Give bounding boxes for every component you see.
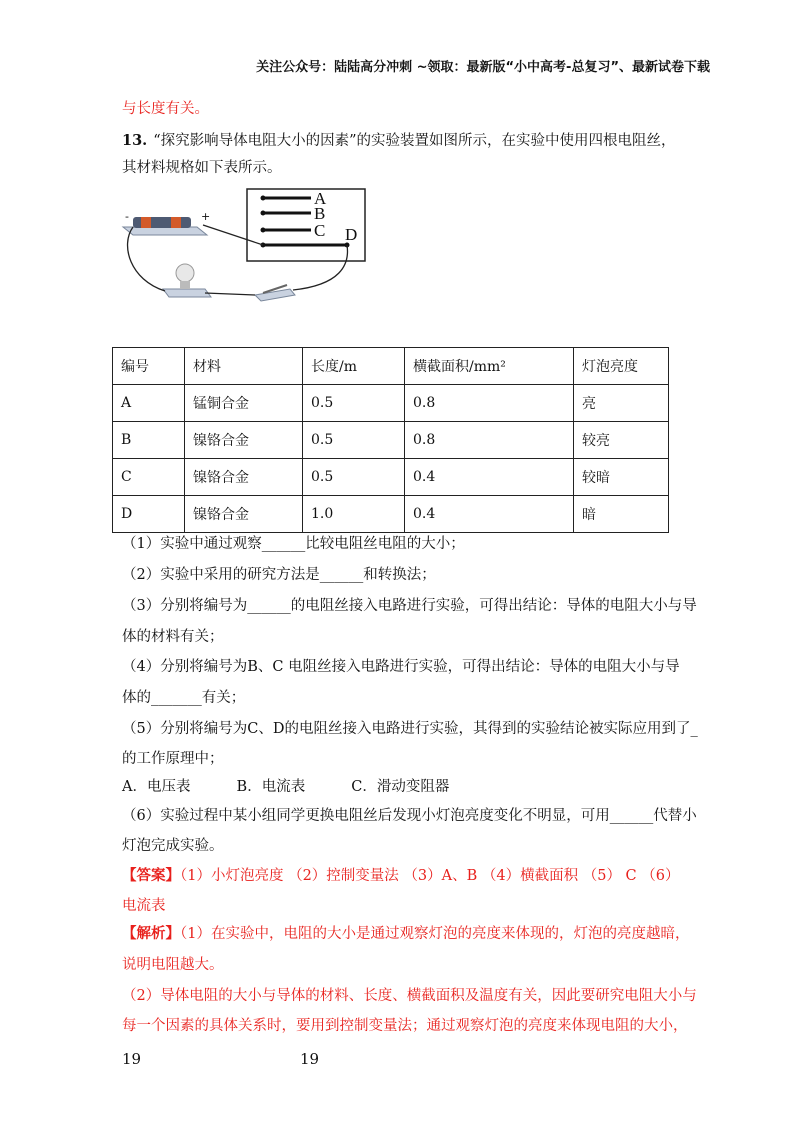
wire-label-c: C	[314, 221, 326, 240]
question-stem-line2: 其材料规格如下表所示。	[122, 160, 282, 176]
answer-line2: 电流表	[122, 898, 166, 914]
question-stem-text: “探究影响导体电阻大小的因素”的实验装置如图所示，在实验中使用四根电阻丝，	[153, 133, 676, 149]
wire-label-d: D	[345, 225, 358, 244]
table-cell: 1.0	[303, 496, 405, 533]
part-4-line1: （4）分别将编号为B、C 电阻丝接入电路进行实验，可得出结论：导体的电阻大小与导	[122, 659, 680, 675]
switch-base	[255, 289, 295, 301]
table-cell: 较亮	[574, 422, 669, 459]
table-cell: D	[113, 496, 185, 533]
table-cell: 镍铬合金	[185, 459, 303, 496]
table-header: 材料	[185, 348, 303, 385]
bulb-icon	[176, 264, 194, 282]
analysis-text: （1）在实验中，电阻的大小是通过观察灯泡的亮度来体现的，灯泡的亮度越暗，	[180, 926, 690, 942]
table-cell: 0.4	[405, 459, 574, 496]
page-header: 关注公众号：陆陆高分冲刺 ~领取：最新版“小中高考-总复习”、最新试卷下载	[256, 60, 710, 75]
table-cell: 0.8	[405, 385, 574, 422]
table-row	[113, 422, 669, 459]
table-cell: 镍铬合金	[185, 422, 303, 459]
table-cell: 0.5	[303, 385, 405, 422]
analysis-line2: 说明电阻越大。	[122, 957, 224, 973]
table-cell: 0.4	[405, 496, 574, 533]
wire-spec-table	[112, 347, 669, 533]
part-5-line1: （5）分别将编号为C、D的电阻丝接入电路进行实验，其得到的实验结论被实际应用到了_	[122, 721, 698, 737]
previous-answer-tail: 与长度有关。	[122, 101, 209, 117]
answer-text: （1）小灯泡亮度 （2）控制变量法 （3）A、B （4）横截面积 （5） C （6）	[180, 868, 680, 884]
table-cell: 亮	[574, 385, 669, 422]
analysis-line3: （2）导体电阻的大小与导体的材料、长度、横截面积及温度有关，因此要研究电阻大小与	[122, 988, 697, 1004]
table-row	[113, 496, 669, 533]
footer-page-number-center: 19	[300, 1050, 320, 1068]
table-cell: C	[113, 459, 185, 496]
wire-label-b: B	[314, 204, 326, 223]
table-header: 长度/m	[303, 348, 405, 385]
circuit-diagram	[115, 185, 375, 315]
table-header: 编号	[113, 348, 185, 385]
table-cell: 暗	[574, 496, 669, 533]
part-4-line2: 体的_______有关；	[122, 690, 246, 706]
table-header: 灯泡亮度	[574, 348, 669, 385]
analysis-tag: 【解析】	[122, 925, 180, 942]
part-6-line2: 灯泡完成实验。	[122, 838, 224, 854]
part-1: （1）实验中通过观察______比较电阻丝电阻的大小；	[122, 536, 465, 552]
table-cell: 0.5	[303, 422, 405, 459]
footer-page-number-left: 19	[122, 1050, 142, 1068]
analysis-line1	[122, 924, 689, 944]
table-cell: 0.5	[303, 459, 405, 496]
table-cell: 镍铬合金	[185, 496, 303, 533]
table-row	[113, 459, 669, 496]
table-row	[113, 385, 669, 422]
wire-label-a: A	[314, 189, 327, 208]
question-stem-line1	[122, 131, 676, 151]
table-cell: 0.8	[405, 422, 574, 459]
answer-line1	[122, 866, 679, 886]
battery-base	[123, 227, 207, 235]
battery-minus-label: -	[125, 210, 129, 223]
table-cell: 锰铜合金	[185, 385, 303, 422]
table-header: 横截面积/mm²	[405, 348, 574, 385]
part-2: （2）实验中采用的研究方法是______和转换法；	[122, 567, 436, 583]
bulb-base	[163, 289, 211, 297]
table-header-row	[113, 348, 669, 385]
part-6-line1: （6）实验过程中某小组同学更换电阻丝后发现小灯泡亮度变化不明显，可用______代替小	[122, 808, 697, 824]
analysis-line4: 每一个因素的具体关系时，要用到控制变量法；通过观察灯泡的亮度来体现电阻的大小，	[122, 1018, 688, 1034]
table-cell: A	[113, 385, 185, 422]
table-cell: B	[113, 422, 185, 459]
part-3-line1: （3）分别将编号为______的电阻丝接入电路进行实验，可得出结论：导体的电阻大小与导	[122, 598, 697, 614]
table-cell: 较暗	[574, 459, 669, 496]
part-5-options: A．电压表 B．电流表 C．滑动变阻器	[122, 779, 450, 795]
question-number: 13.	[122, 132, 148, 149]
battery-plus-label: +	[201, 210, 211, 223]
part-5-line2: 的工作原理中；	[122, 751, 224, 767]
part-3-line2: 体的材料有关；	[122, 629, 224, 645]
answer-tag: 【答案】	[122, 867, 180, 884]
